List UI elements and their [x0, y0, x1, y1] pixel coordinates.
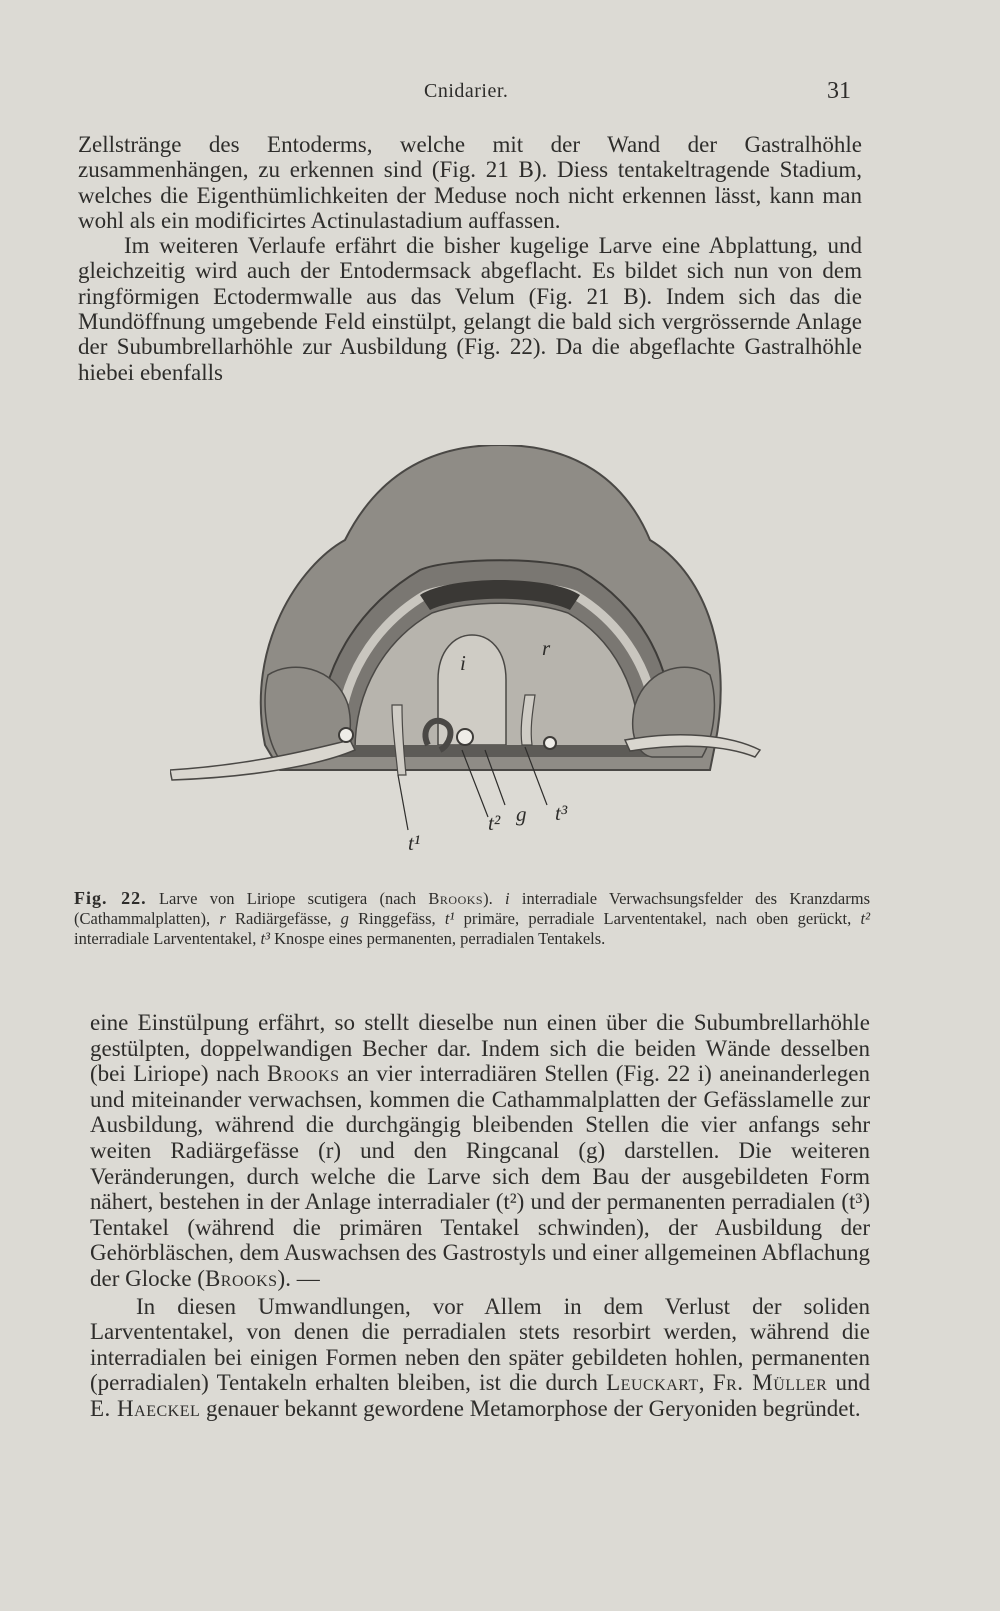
paragraph: Zellstränge des Entoderms, welche mit der Wand der Gastralhöhle zusammenhängen, zu erkennen sind (Fig. 21 B). Diess tentakeltragende Stadium, welches die Eigenthümlichkeiten der Meduse noch nicht erkennen lässt, kann man wohl als ein modificirtes Actinulastadium auffassen. [78, 132, 862, 233]
caption-symbol: i [505, 889, 510, 908]
author-name: Brooks [428, 889, 484, 908]
leader-line [398, 775, 408, 830]
caption-text: Larve von Liriope scutigera (nach [146, 889, 429, 908]
caption-symbol: t¹ [444, 909, 455, 928]
author-name: E. Haeckel [90, 1395, 201, 1421]
paragraph: Im weiteren Verlaufe erfährt die bisher kugelige Larve eine Abplattung, und gleichzeitig wird auch der Entodermsack abgeflacht. Es bildet sich nun von dem ringförmigen Ectodermwalle aus das Velum (Fig. 21 B). Indem sich das die Mundöffnung umgebende Feld einstülpt, gelangt die bald sich vergrössernde Anlage der Subumbrellarhöhle zur Ausbildung (Fig. 22). Da die abgeflachte Gastralhöhle hiebei ebenfalls [78, 233, 862, 385]
caption-text: Knospe eines permanenten, perradialen Tentakels. [269, 929, 606, 948]
label-t1: t¹ [408, 831, 421, 855]
caption-symbol: t³ [260, 929, 270, 948]
author-name: Brooks [266, 1061, 340, 1087]
text-run: und [827, 1370, 870, 1396]
label-g: g [516, 802, 527, 826]
tentacle-left [170, 740, 355, 780]
author-name: Fr. Müller [712, 1370, 828, 1396]
paragraph [90, 1294, 870, 1422]
tentacle-bud [457, 729, 473, 745]
text-run: In diesen Umwandlungen, vor Allem in dem Verlust der soliden Larvententakel, von denen die perradialen stets resorbirt werden, während die interradialen bei einigen Formen neben den später gebildeten hohlen, permanenten (perradialen) Tentakeln erhalten bleiben, ist die durch [90, 1293, 870, 1396]
text-run: eine Einstülpung erfährt, so stellt dieselbe nun einen über die Subumbrellarhöhle gestülpten, doppelwandigen Becher dar. Indem sich die beiden Wände desselben (bei Liriope) nach [90, 1010, 870, 1087]
tentacle-bud [544, 737, 556, 749]
tentacle-bud [339, 728, 353, 742]
text-run: genauer bekannt gewordene Metamorphose der Geryoniden begründet. [200, 1395, 861, 1421]
page-number: 31 [827, 78, 851, 104]
caption-text: primäre, perradiale Larvententakel, nach oben gerückt, [454, 909, 861, 928]
caption-text: interradiale Verwachsungsfelder des Kranzdarms (Cathammalplatten), [74, 889, 871, 928]
caption-text: Ringgefäss, [348, 909, 445, 928]
label-t2: t² [488, 811, 501, 835]
label-i: i [460, 651, 466, 675]
body-text-bottom [90, 1010, 870, 1422]
paragraph [90, 1010, 870, 1292]
figure-caption [74, 888, 870, 949]
caption-symbol: r [219, 909, 226, 928]
body-text-top [78, 132, 862, 385]
figure-larva-liriope [170, 445, 790, 890]
caption-symbol: g [340, 909, 349, 928]
caption-text: interradiale Larvententakel, [74, 929, 261, 948]
velum [320, 745, 670, 757]
running-head-title: Cnidarier. [424, 80, 509, 102]
label-t3: t³ [555, 801, 568, 825]
caption-text: Radiärgefässe, [225, 909, 341, 928]
author-name: Leuckart [606, 1370, 699, 1396]
author-name: Brooks [204, 1265, 278, 1291]
larva-illustration [170, 445, 790, 890]
running-head [0, 80, 1000, 110]
figure-number: Fig. 22. [74, 888, 147, 908]
label-r: r [542, 636, 551, 660]
caption-text: ). [483, 889, 506, 908]
text-run: ). — [277, 1265, 320, 1291]
text-run: , [698, 1370, 713, 1396]
caption-symbol: t² [860, 909, 871, 928]
text-run: an vier interradiären Stellen (Fig. 22 i) aneinanderlegen und miteinander verwachsen, kommen die Cathammalplatten der Gefässlamelle zur Ausbildung, während die durchgängig bleibenden Stellen die vier anfangs sehr weiten Radiärgefässe (r) und den Ringcanal (g) darstellen. Die weiteren Veränderungen, durch welche die Larve sich dem Bau der ausgebildeten Form nähert, bestehen in der Anlage interradialer (t²) und der permanenten perradialen (t³) Tentakel (während die primären Tentakel schwinden), der Ausbildung der Gehörbläschen, dem Auswachsen des Gastrostyls und einer allgemeinen Abflachung der Glocke ( [90, 1061, 871, 1291]
